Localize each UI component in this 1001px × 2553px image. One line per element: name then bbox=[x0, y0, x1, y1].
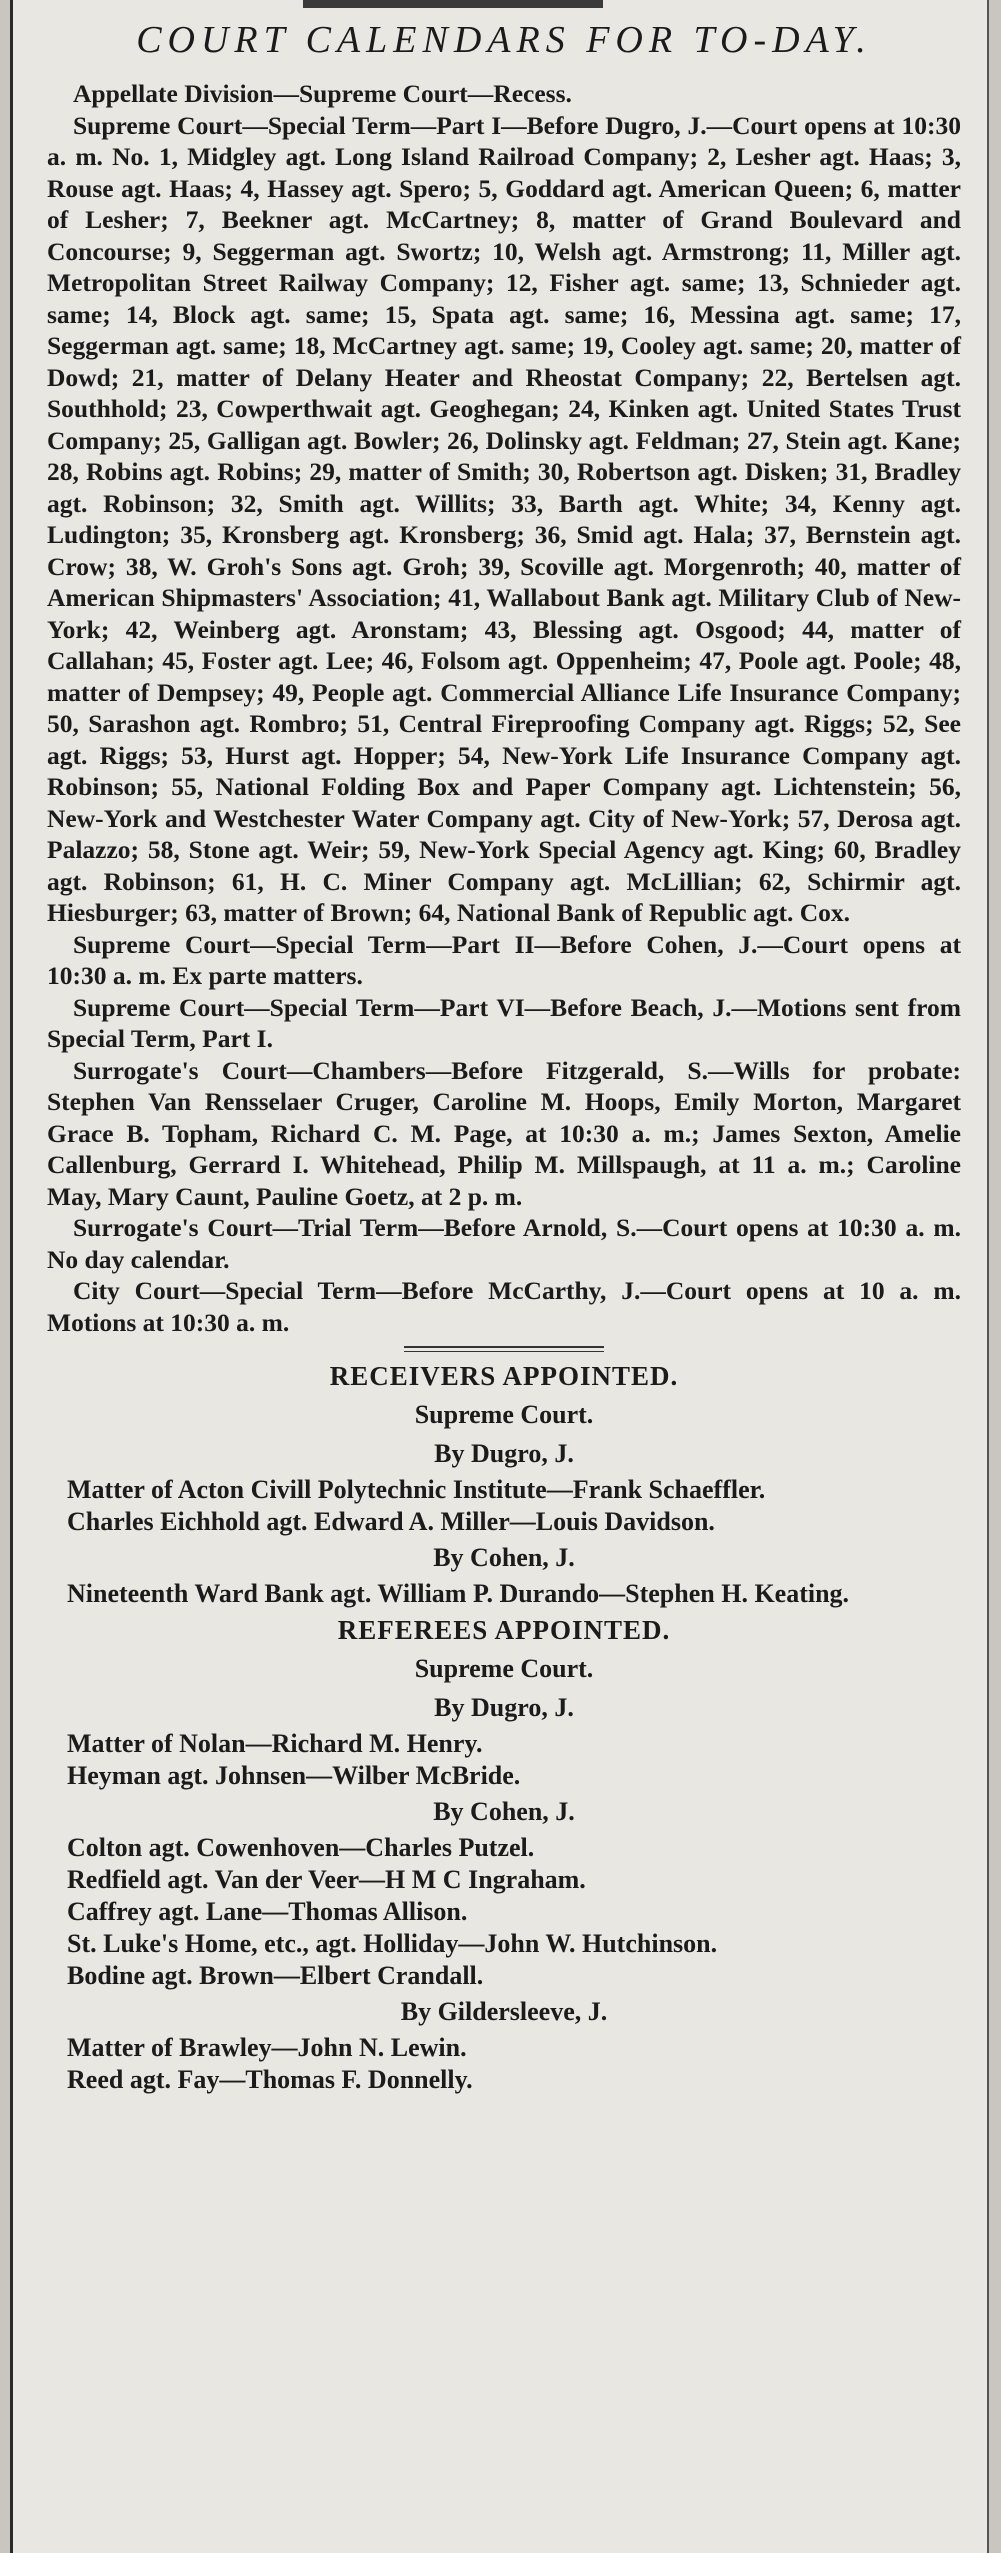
receiver-entry: Nineteenth Ward Bank agt. William P. Durando—Stephen H. Keating. bbox=[67, 1579, 850, 1608]
referee-entry: Bodine agt. Brown—Elbert Crandall. bbox=[67, 1961, 484, 1990]
referees-judge: By Cohen, J. bbox=[433, 1797, 575, 1826]
calendar-paragraph: Supreme Court—Special Term—Part VI—Before Beach, J.—Motions sent from Special Term, Part I. bbox=[47, 992, 961, 1053]
referees-judge: By Dugro, J. bbox=[434, 1693, 574, 1722]
referees-judge: By Gildersleeve, J. bbox=[400, 1997, 608, 2026]
receiver-entry: Matter of Acton Civill Polytechnic Institute—Frank Schaeffler. bbox=[67, 1475, 766, 1504]
receiver-entry: Charles Eichhold agt. Edward A. Miller—Louis Davidson. bbox=[67, 1507, 715, 1536]
calendar-paragraph: Surrogate's Court—Trial Term—Before Arnold, S.—Court opens at 10:30 a. m. No day calendar. bbox=[47, 1213, 961, 1274]
newspaper-column bbox=[10, 0, 989, 2553]
referees-section bbox=[47, 1610, 961, 2096]
referee-entry: Reed agt. Fay—Thomas F. Donnelly. bbox=[67, 2065, 473, 2094]
receivers-heading: RECEIVERS APPOINTED. bbox=[329, 1361, 679, 1391]
calendar-paragraph: Appellate Division—Supreme Court—Recess. bbox=[73, 79, 572, 108]
referee-entry: Matter of Brawley—John N. Lewin. bbox=[67, 2033, 467, 2062]
referee-entry: St. Luke's Home, etc., agt. Holliday—John W. Hutchinson. bbox=[67, 1929, 718, 1958]
receivers-judge: By Dugro, J. bbox=[434, 1439, 574, 1468]
calendar-paragraph: Supreme Court—Special Term—Part II—Before Cohen, J.—Court opens at 10:30 a. m. Ex parte matters. bbox=[47, 929, 961, 990]
referee-entry: Heyman agt. Johnsen—Wilber McBride. bbox=[67, 1761, 521, 1790]
referee-entry: Redfield agt. Van der Veer—H M C Ingraham. bbox=[67, 1865, 586, 1894]
receivers-judge: By Cohen, J. bbox=[433, 1543, 575, 1572]
calendar-paragraph: Surrogate's Court—Chambers—Before Fitzgerald, S.—Wills for probate: Stephen Van Rensselaer Cruger, Caroline M. Hoops, Emily Morton, Margaret Grace B. Topham, Richard C. M. Page, at 10:30 a. m.; James Sexton, Amelie Callenburg, Gerrard I. Whitehead, Philip M. Millspaugh, at 11 a. m.; Caroline May, Mary Caunt, Pauline Goetz, at 2 p. m. bbox=[47, 1055, 961, 1211]
referee-entry: Matter of Nolan—Richard M. Henry. bbox=[67, 1729, 483, 1758]
court-calendar bbox=[47, 78, 961, 1338]
receivers-section bbox=[47, 1356, 961, 1610]
section-divider bbox=[404, 1346, 604, 1352]
headline: COURT CALENDARS FOR TO-DAY. bbox=[136, 19, 872, 61]
referee-entry: Caffrey agt. Lane—Thomas Allison. bbox=[67, 1897, 468, 1926]
calendar-paragraph: City Court—Special Term—Before McCarthy, J.—Court opens at 10 a. m. Motions at 10:30 a. m. bbox=[47, 1276, 961, 1337]
referees-court: Supreme Court. bbox=[414, 1654, 594, 1683]
receivers-court: Supreme Court. bbox=[414, 1400, 594, 1429]
referees-heading: REFEREES APPOINTED. bbox=[337, 1615, 671, 1645]
referee-entry: Colton agt. Cowenhoven—Charles Putzel. bbox=[67, 1833, 535, 1862]
calendar-paragraph: Supreme Court—Special Term—Part I—Before Dugro, J.—Court opens at 10:30 a. m. No. 1, Midgley agt. Long Island Railroad Company; 2, Lesher agt. Haas; 3, Rouse agt. Haas; 4, Hassey agt. Spero; 5, Goddard agt. American Queen; 6, matter of Lesher; 7, Beekner agt. McCartney; 8, matter of Grand Boulevard and Concourse; 9, Seggerman agt. Swortz; 10, Welsh agt. Armstrong; 11, Miller agt. Metropolitan Street Railway Company; 12, Fisher agt. same; 13, Schnieder agt. same; 14, Block agt. same; 15, Spata agt. same; 16, Messina agt. same; 17, Seggerman agt. same; 18, McCartney agt. same; 19, Cooley agt. same; 20, matter of Dowd; 21, matter of Delany Heater and Rheostat Company; 22, Bertelsen agt. Southhold; 23, Cowperthwait agt. Geoghegan; 24, Kinken agt. United States Trust Company; 25, Galligan agt. Bowler; 26, Dolinsky agt. Feldman; 27, Stein agt. Kane; 28, Robins agt. Robins; 29, matter of Smith; 30, Robertson agt. Disken; 31, Bradley agt. Robinson; 32, Smith agt. Willits; 33, Barth agt. White; 34, Kenny agt. Ludington; 35, Kronsberg agt. Kronsberg; 36, Smid agt. Hala; 37, Bernstein agt. Crow; 38, W. Groh's Sons agt. Groh; 39, Scoville agt. Morgenroth; 40, matter of American Shipmasters' Association; 41, Wallabout Bank agt. Military Club of New-York; 42, Weinberg agt. Aronstam; 43, Blessing agt. Osgood; 44, matter of Callahan; 45, Foster agt. Lee; 46, Folsom agt. Oppenheim; 47, Poole agt. Poole; 48, matter of Dempsey; 49, People agt. Commercial Alliance Life Insurance Company; 50, Sarashon agt. Rombro; 51, Central Fireproofing Company agt. Riggs; 52, See agt. Riggs; 53, Hurst agt. Hopper; 54, New-York Life Insurance Company agt. Robinson; 55, National Folding Box and Paper Company agt. Lichtenstein; 56, New-York and Westchester Water Company agt. City of New-York; 57, Derosa agt. Palazzo; 58, Stone agt. Weir; 59, New-York Special Agency agt. King; 60, Bradley agt. Robinson; 61, H. C. Miner Company agt. McLillian; 62, Schirmir agt. Hiesburger; 63, matter of Brown; 64, National Bank of Republic agt. Cox. bbox=[47, 110, 961, 927]
top-rule bbox=[303, 0, 603, 8]
